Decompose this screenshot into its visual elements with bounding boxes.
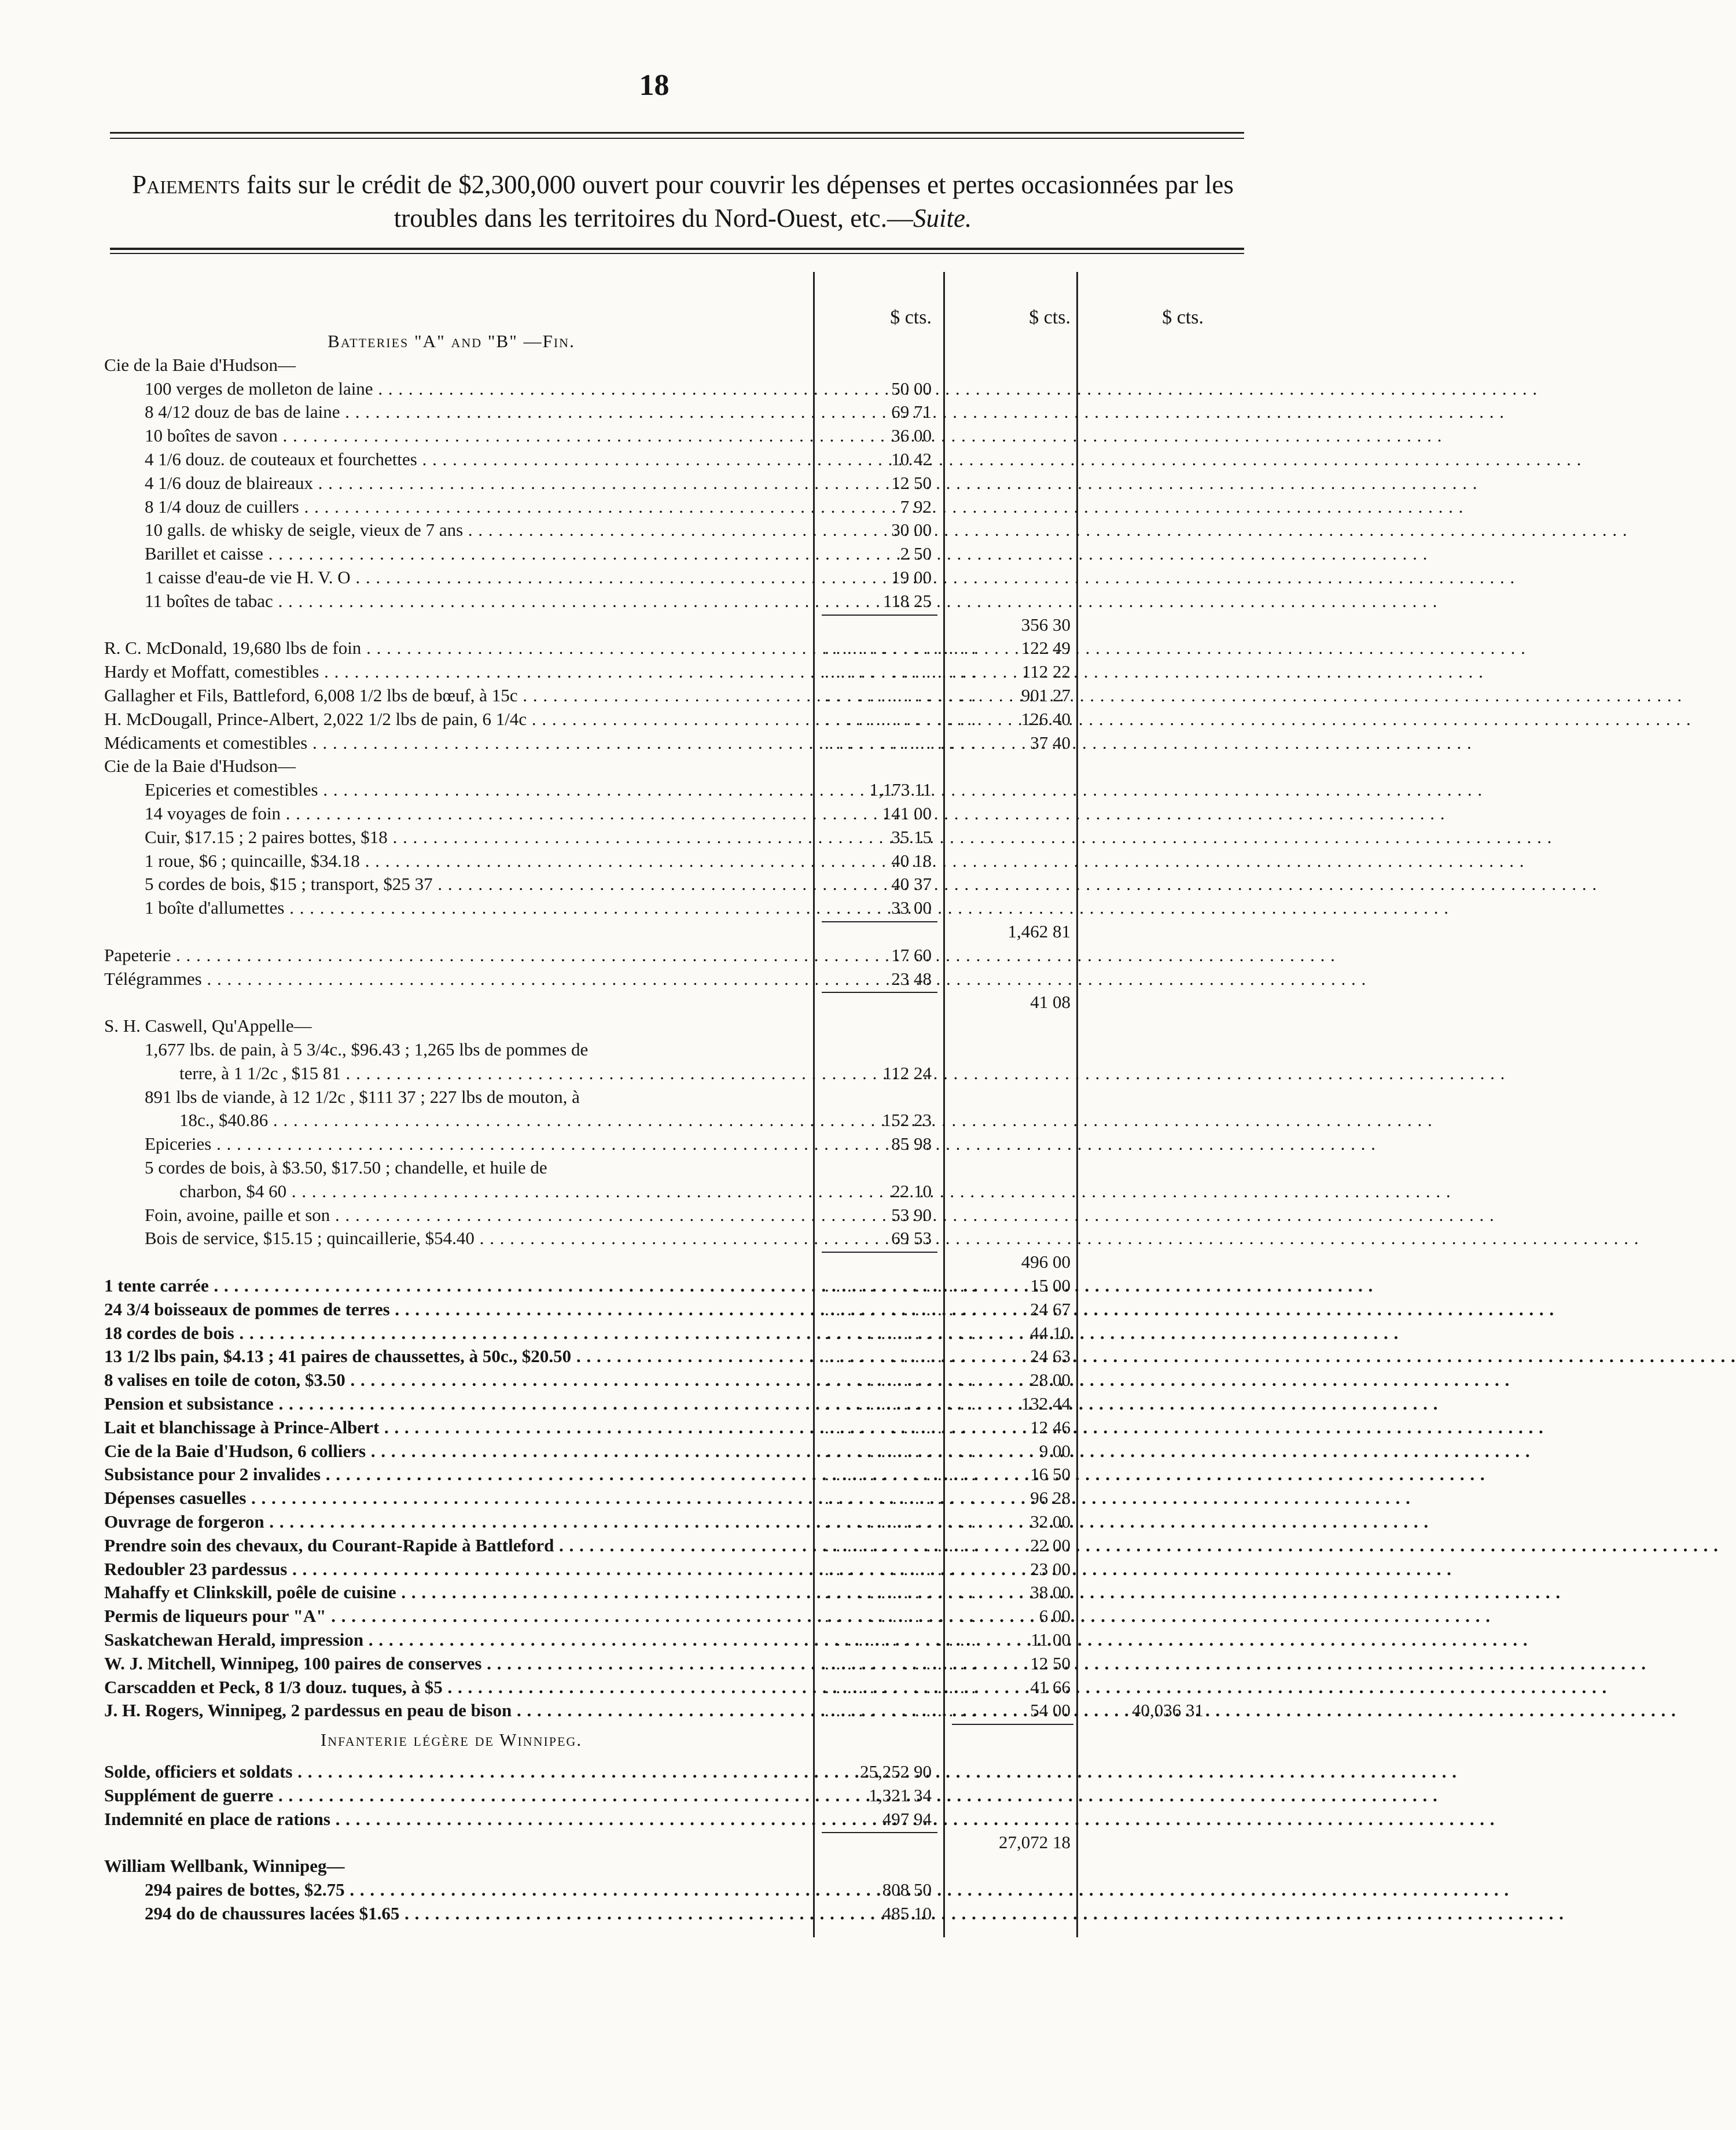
amount-c1: 25,252 90 — [860, 1761, 932, 1782]
row-description: 5 cordes de bois, à $3.50, $17.50 ; chandelle, et huile de — [145, 1157, 547, 1178]
row-description — [104, 613, 801, 637]
amount-c3: 40,036 31 — [1132, 1700, 1204, 1721]
amount-c2: 126 40 — [1021, 708, 1071, 729]
amount-c2: 96 28 — [1030, 1488, 1071, 1509]
amount-c1: 40 37 — [891, 874, 932, 895]
ledger-row — [104, 991, 1261, 1014]
row-description: charbon, $4 60 . . . — [179, 1180, 801, 1203]
amount-c2: 27,072 18 — [999, 1832, 1071, 1853]
amount-c2: 24 63 — [1030, 1346, 1071, 1367]
row-description: Gallagher et Fils, Battleford, 6,008 1/2 lbs de bœuf, à 15c . . . — [104, 684, 801, 707]
amount-c1: 69 53 — [891, 1228, 932, 1249]
amount-c2: 24 67 — [1030, 1298, 1071, 1319]
ledger-row — [104, 1086, 1261, 1109]
amount-c1: 33 00 — [891, 897, 932, 918]
leader-dots: . . . . . . . . . . . . . . — [825, 1535, 977, 1555]
ledger-row — [104, 1440, 1261, 1463]
leader-dots: . . . . . . . . . . . . . . — [825, 661, 977, 682]
leader-dots: . . . . . . . . . . . . . . — [825, 1511, 977, 1532]
leader-dots: . . . . . . . . . . . . . . — [825, 1488, 977, 1509]
row-description: Infanterie légère de Winnipeg. — [320, 1730, 583, 1750]
leader-dots: . . . . . . . . . . . . . . — [825, 638, 977, 659]
ledger-row — [104, 448, 1261, 471]
amount-c2: 23 00 — [1030, 1558, 1071, 1579]
amount-c1: 152 23 — [882, 1110, 932, 1131]
leader-dots: . . . . . . . . . . . . . . — [825, 732, 977, 753]
row-description: 1 tente carrée . . . — [104, 1274, 801, 1297]
ledger-row — [104, 1369, 1261, 1392]
ledger-row — [104, 755, 1261, 778]
ledger-row — [104, 1416, 1261, 1439]
ledger-row — [104, 1180, 1261, 1203]
ledger-row — [104, 613, 1261, 637]
row-description: 891 lbs de viande, à 12 1/2c , $111 37 ; 227 lbs de mouton, à — [145, 1086, 580, 1107]
row-description: J. H. Rogers, Winnipeg, 2 pardessus en peau de bison . . . — [104, 1699, 801, 1722]
leader-dots: . . . . . . . . . . . . . . — [825, 1346, 977, 1367]
leader-dots: . . . . . . . . . . . . . . — [825, 1322, 977, 1343]
row-description: 1 caisse d'eau-de vie H. V. O . . . — [145, 566, 801, 589]
row-description: Supplément de guerre . . . — [104, 1784, 801, 1807]
page-title — [104, 168, 1261, 235]
amount-c1: 17 60 — [891, 944, 932, 965]
ledger-row — [104, 566, 1261, 589]
ledger-row — [104, 826, 1261, 849]
amount-c1: 141 00 — [882, 803, 932, 823]
row-description: Ouvrage de forgeron . . . — [104, 1510, 801, 1533]
ledger-row — [104, 1902, 1261, 1925]
ledger-row — [104, 1014, 1261, 1038]
ledger-row — [104, 944, 1261, 967]
row-description: 1,677 lbs. de pain, à 5 3/4c., $96.43 ; 1,265 lbs de pommes de — [145, 1039, 589, 1060]
row-description: Barillet et caisse . . . — [145, 542, 801, 565]
top-rule-1 — [110, 132, 1244, 134]
row-description: Cie de la Baie d'Hudson— — [104, 354, 296, 375]
row-description: 8 4/12 douz de bas de laine . . . — [145, 400, 801, 424]
amount-c2: 37 40 — [1030, 732, 1071, 753]
amount-c2: 38 00 — [1030, 1582, 1071, 1603]
ledger-row — [104, 1581, 1261, 1604]
amount-c2: 132 44 — [1021, 1393, 1071, 1414]
leader-dots: . . . . . . . . . . . . . . — [825, 1653, 977, 1673]
ledger-row — [104, 1558, 1261, 1581]
amount-c2: 32 00 — [1030, 1511, 1071, 1532]
row-description: Cie de la Baie d'Hudson— — [104, 756, 296, 777]
row-description: Papeterie . . . — [104, 944, 801, 967]
amount-c2: 112 22 — [1021, 661, 1071, 682]
title-lead: Paiements — [132, 170, 240, 199]
leader-dots: . . . . . . . . . . . . . . — [825, 1298, 977, 1319]
amount-c1: 808 50 — [882, 1879, 932, 1900]
amount-c2: 12 50 — [1030, 1653, 1071, 1673]
ledger-row — [104, 778, 1261, 801]
amount-c1: 118 25 — [882, 590, 932, 611]
ledger-row — [104, 967, 1261, 991]
leader-dots: . . . . . . . . . . . . . . — [825, 1558, 977, 1579]
ledger-row — [104, 1463, 1261, 1486]
amount-c2: 9 00 — [1039, 1440, 1071, 1461]
row-description: Saskatchewan Herald, impression . . . — [104, 1628, 801, 1651]
ledger-row — [104, 1204, 1261, 1227]
row-description: 1 roue, $6 ; quincaille, $34.18 . . . — [145, 849, 801, 873]
ledger-row — [104, 518, 1261, 542]
row-description: 8 1/4 douz de cuillers . . . — [145, 495, 801, 518]
leader-dots: . . . . . . . . . . . . . . — [825, 1606, 977, 1627]
ledger-row — [104, 1676, 1261, 1699]
amount-c1: 85 98 — [891, 1134, 932, 1154]
ledger-row — [104, 1728, 1261, 1752]
ledger-row — [104, 400, 1261, 424]
ledger-row — [104, 849, 1261, 873]
ledger-row — [104, 1652, 1261, 1675]
row-description: 10 boîtes de savon . . . — [145, 424, 801, 447]
row-description: Cuir, $17.15 ; 2 paires bottes, $18 . . . — [145, 826, 801, 849]
column-header-3: $ cts. — [1162, 307, 1204, 328]
amount-c2: 54 00 — [1030, 1700, 1071, 1721]
leader-dots: . . . . . . . . . . . . . . — [825, 1370, 977, 1390]
row-description: 294 do de chaussures lacées $1.65 . . . — [145, 1902, 801, 1925]
total-rule — [952, 1724, 1073, 1725]
leader-dots: . . . . . . . . . . . . . . — [825, 1440, 977, 1461]
ledger-row — [104, 1298, 1261, 1321]
amount-c2: 6 00 — [1039, 1606, 1071, 1627]
ledger-row — [104, 1628, 1261, 1651]
ledger-row — [104, 920, 1261, 943]
ledger-row — [104, 1132, 1261, 1156]
page-number: 18 — [639, 69, 670, 102]
row-description: Foin, avoine, paille et son . . . — [145, 1204, 801, 1227]
amount-c1: 22 10 — [891, 1180, 932, 1201]
row-description: Pension et subsistance . . . — [104, 1392, 801, 1415]
column-header-1: $ cts. — [890, 307, 932, 328]
amount-c1: 1,173 11 — [869, 779, 932, 800]
row-description: Dépenses casuelles . . . — [104, 1487, 801, 1510]
amount-c2: 41 66 — [1030, 1676, 1071, 1697]
title-rest: faits sur le crédit de $2,300,000 ouvert pour couvrir les dépenses et pertes occasionnées par les troubles dans les territoires du Nord-Ouest, etc.— — [240, 170, 1234, 233]
row-description: Subsistance pour 2 invalides . . . — [104, 1463, 801, 1486]
row-description: Lait et blanchissage à Prince-Albert . . . — [104, 1416, 801, 1439]
leader-dots: . . . . . . . . . . . . . . — [825, 1417, 977, 1437]
row-description: 18 cordes de bois . . . — [104, 1322, 801, 1345]
top-rule-2 — [110, 138, 1244, 139]
row-description: Hardy et Moffatt, comestibles . . . — [104, 660, 801, 683]
ledger-row — [104, 1487, 1261, 1510]
row-description: Batteries "A" and "B" —Fin. — [328, 331, 575, 351]
ledger-row — [104, 424, 1261, 447]
amount-c1: 35 15 — [891, 826, 932, 847]
amount-c1: 50 00 — [891, 378, 932, 399]
row-description: 4 1/6 douz de blaireaux . . . — [145, 472, 801, 495]
row-description: 13 1/2 lbs pain, $4.13 ; 41 paires de chaussettes, à 50c., $20.50 . . . — [104, 1345, 801, 1368]
title-rule-1 — [110, 248, 1244, 250]
row-description: terre, à 1 1/2c , $15 81 . . . — [179, 1062, 801, 1085]
row-description: Télégrammes . . . — [104, 967, 801, 991]
row-description: Prendre soin des chevaux, du Courant-Rapide à Battleford . . . — [104, 1534, 801, 1557]
ledger-row — [104, 1392, 1261, 1415]
ledger-table — [104, 272, 1261, 1937]
ledger-row — [104, 896, 1261, 919]
ledger-row — [104, 1855, 1261, 1878]
ledger-row — [104, 1605, 1261, 1628]
ledger-row — [104, 1808, 1261, 1831]
ledger-row — [104, 1534, 1261, 1557]
leader-dots: . . . . . . . . . . . . . . — [825, 1393, 977, 1414]
ledger-row — [104, 1274, 1261, 1297]
row-description: 4 1/6 douz. de couteaux et fourchettes . . . — [145, 448, 801, 471]
row-description — [104, 920, 801, 943]
amount-c2: 44 10 — [1030, 1322, 1071, 1343]
amount-c2: 1,462 81 — [1007, 921, 1071, 941]
ledger-row — [104, 684, 1261, 707]
amount-c1: 112 24 — [882, 1062, 932, 1083]
row-description: W. J. Mitchell, Winnipeg, 100 paires de conserves . . . — [104, 1652, 801, 1675]
row-description: R. C. McDonald, 19,680 lbs de foin . . . — [104, 637, 801, 660]
row-description: Cie de la Baie d'Hudson, 6 colliers . . . — [104, 1440, 801, 1463]
row-description: Médicaments et comestibles . . . — [104, 731, 801, 755]
amount-c2: 12 46 — [1030, 1417, 1071, 1437]
row-description: 100 verges de molleton de laine . . . — [145, 377, 801, 400]
row-description — [104, 1250, 801, 1274]
ledger-row — [104, 1156, 1261, 1179]
ledger-row — [104, 731, 1261, 755]
ledger-row — [104, 542, 1261, 565]
amount-c1: 36 00 — [891, 425, 932, 446]
row-description: 1 boîte d'allumettes . . . — [145, 896, 801, 919]
amount-c2: 901 27 — [1021, 685, 1071, 705]
amount-c2: 11 00 — [1031, 1629, 1071, 1650]
amount-c1: 485 10 — [882, 1903, 932, 1923]
row-description: Permis de liqueurs pour "A" . . . — [104, 1605, 801, 1628]
leader-dots: . . . . . . . . . . . . . . — [825, 1676, 977, 1697]
ledger-row — [104, 1322, 1261, 1345]
row-description: 11 boîtes de tabac . . . — [145, 590, 801, 613]
leader-dots: . . . . . . . . . . . . . . — [825, 1582, 977, 1603]
row-description: 8 valises en toile de coton, $3.50 . . . — [104, 1369, 801, 1392]
row-description: 294 paires de bottes, $2.75 . . . — [145, 1878, 801, 1901]
ledger-row — [104, 1062, 1261, 1085]
ledger-row — [104, 1109, 1261, 1132]
ledger-row — [104, 354, 1261, 377]
amount-c2: 41 08 — [1030, 992, 1071, 1013]
column-header-2: $ cts. — [1029, 307, 1071, 328]
amount-c2: 28 00 — [1030, 1370, 1071, 1390]
ledger-row — [104, 637, 1261, 660]
amount-c2: 122 49 — [1021, 638, 1071, 659]
row-description: Indemnité en place de rations . . . — [104, 1808, 801, 1831]
title-rule-2 — [110, 253, 1244, 254]
amount-c1: 53 90 — [891, 1204, 932, 1225]
leader-dots: . . . . . . . . . . . . . . — [825, 1275, 977, 1296]
ledger-row — [104, 1760, 1261, 1783]
ledger-row — [104, 1038, 1261, 1061]
ledger-row — [104, 495, 1261, 518]
ledger-row — [104, 1699, 1261, 1722]
amount-c1: 7 92 — [900, 496, 932, 517]
amount-c2: 16 50 — [1030, 1464, 1071, 1485]
amount-c1: 23 48 — [891, 968, 932, 989]
leader-dots: . . . . . . . . . . . . . . — [825, 1629, 977, 1650]
amount-c1: 497 94 — [882, 1808, 932, 1829]
leader-dots: . . . . . . . . . . . . . . — [825, 708, 977, 729]
row-description — [104, 1831, 801, 1854]
ledger-row — [104, 1878, 1261, 1901]
amount-c1: 1,321 34 — [869, 1785, 932, 1805]
ledger-row — [104, 1250, 1261, 1274]
ledger-row — [104, 708, 1261, 731]
ledger-row — [104, 472, 1261, 495]
ledger-row — [104, 1227, 1261, 1250]
ledger-row — [104, 330, 1261, 353]
row-description: 24 3/4 boisseaux de pommes de terres . . . — [104, 1298, 801, 1321]
row-description: 14 voyages de foin . . . — [145, 802, 801, 825]
amount-c2: 15 00 — [1030, 1275, 1071, 1296]
ledger-row — [104, 590, 1261, 613]
amount-c1: 30 00 — [891, 520, 932, 540]
row-description — [104, 991, 801, 1014]
ledger-row — [104, 1345, 1261, 1368]
ledger-row — [104, 873, 1261, 896]
amount-c2: 22 00 — [1030, 1535, 1071, 1555]
leader-dots: . . . . . . . . . . . . . . — [825, 685, 977, 705]
ledger-row — [104, 802, 1261, 825]
row-description: 5 cordes de bois, $15 ; transport, $25 37 . . . — [145, 873, 801, 896]
amount-c1: 69 71 — [891, 402, 932, 422]
ledger-row — [104, 1784, 1261, 1807]
leader-dots: . . . . . . . . . . . . . . — [825, 1464, 977, 1485]
ledger-row — [104, 1831, 1261, 1854]
leader-dots: . . . . . . . . . . . . . . — [825, 1700, 977, 1721]
amount-c1: 2 50 — [900, 543, 932, 564]
row-description: Bois de service, $15.15 ; quincaillerie, $54.40 . . . — [145, 1227, 801, 1250]
row-description: Redoubler 23 pardessus . . . — [104, 1558, 801, 1581]
row-description: 10 galls. de whisky de seigle, vieux de 7 ans . . . — [145, 518, 801, 542]
amount-c2: 496 00 — [1021, 1252, 1071, 1272]
row-description: Epiceries et comestibles . . . — [145, 778, 801, 801]
amount-c1: 10 42 — [891, 449, 932, 469]
row-description: Solde, officiers et soldats . . . — [104, 1760, 801, 1783]
ledger-row — [104, 1510, 1261, 1533]
title-suite: Suite. — [913, 204, 972, 233]
row-description: 18c., $40.86 . . . — [179, 1109, 801, 1132]
ledger-row — [104, 660, 1261, 683]
ledger-row — [104, 377, 1261, 400]
amount-c1: 12 50 — [891, 472, 932, 493]
row-description: William Wellbank, Winnipeg— — [104, 1856, 345, 1877]
row-description: S. H. Caswell, Qu'Appelle— — [104, 1016, 312, 1036]
row-description: H. McDougall, Prince-Albert, 2,022 1/2 lbs de pain, 6 1/4c . . . — [104, 708, 801, 731]
amount-c1: 19 00 — [891, 567, 932, 587]
row-description: Epiceries . . . — [145, 1132, 801, 1156]
amount-c1: 40 18 — [891, 850, 932, 871]
amount-c2: 356 30 — [1021, 614, 1071, 635]
row-description: Carscadden et Peck, 8 1/3 douz. tuques, à $5 . . . — [104, 1676, 801, 1699]
row-description: Mahaffy et Clinkskill, poêle de cuisine . . . — [104, 1581, 801, 1604]
